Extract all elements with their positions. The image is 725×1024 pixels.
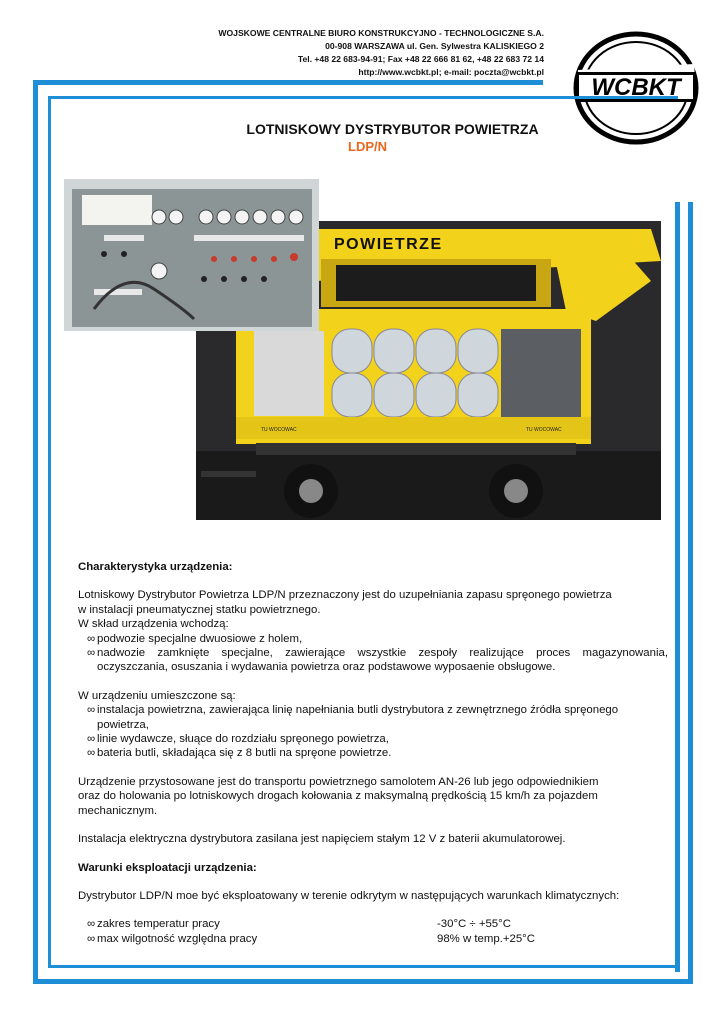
intro-line-1: Lotniskowy Dystrybutor Powietrza LDP/N przeznaczony jest do uzupełniania zapasu spręonego powietrza (78, 589, 612, 602)
condition-value: 98% w temp.+25°C (437, 932, 535, 945)
truck-plate-right: TU WOCOWAC (526, 427, 562, 433)
bullet-icon: ∞ (87, 747, 96, 760)
frame-right-bar (675, 202, 680, 972)
composition-lead: W skład urządzenia wchodzą: (78, 618, 229, 631)
bullet-icon: ∞ (87, 647, 96, 660)
frame-left-bar (33, 80, 38, 984)
condition-label: zakres temperatur pracy (97, 918, 220, 931)
company-name: WOJSKOWE CENTRALNE BIURO KONSTRUKCYJNO - TECHNOLOGICZNE S.A. (218, 28, 544, 38)
title-main: LOTNISKOWY DYSTRYBUTOR POWIETRZA (246, 121, 539, 137)
conditions-heading: Warunki eksploatacji urządzenia: (78, 861, 257, 874)
electric-info: Instalacja elektryczna dystrybutora zasilana jest napięciem stałym 12 V z baterii akumulatorowej. (78, 833, 566, 846)
bullet-icon: ∞ (87, 932, 96, 945)
list-item: ∞ linie wydawcze, słuące do rozdziału spręonego powietrza, (87, 733, 389, 746)
list-item: ∞ nadwozie zamknięte specjalne, zawierające wszystkie zespoły realizujące proces magazynowania, oczyszczania, osuszania i wydawania powietrza oraz podstawowe wyposaenie obsługowe. (87, 647, 668, 674)
conditions-list (78, 917, 668, 946)
logo-text: WCBKT (591, 74, 681, 101)
frame-right-bar-outer (688, 202, 693, 984)
bullet-icon: ∞ (87, 704, 96, 717)
document-title (0, 121, 725, 154)
company-header (218, 27, 544, 79)
truck-sign: POWIETRZE (334, 236, 443, 253)
frame-top-bar (33, 80, 543, 85)
company-address: 00-908 WARSZAWA ul. Gen. Sylwestra KALISKIEGO 2 (325, 41, 544, 51)
list-item (78, 917, 668, 931)
document-body (78, 560, 668, 946)
company-phone: Tel. +48 22 683-94-91; Fax +48 22 666 81 62, +48 22 683 72 14 (297, 54, 544, 64)
characteristics-heading: Charakterystyka urządzenia: (78, 561, 233, 573)
frame-bottom-bar (33, 979, 693, 984)
list-item: ∞ bateria butli, składająca się z 8 butli na spręone powietrze. (87, 747, 392, 760)
condition-value: -30°C ÷ +55°C (437, 918, 511, 931)
condition-label: max wilgotność względna pracy (97, 932, 258, 945)
list-item: ∞ podwozie specjalne dwuosiowe z holem, (87, 632, 303, 645)
transport-line-3: mechanicznym. (78, 804, 158, 817)
list-item (78, 932, 668, 946)
conditions-text: Dystrybutor LDP/N moe być eksploatowany w terenie odkrytym w następujących warunkach klimatycznych: (78, 889, 620, 902)
control-panel-photo (64, 179, 319, 331)
truck-plate-left: TU WOCOWAC (261, 427, 297, 433)
transport-line-1: Urządzenie przystosowane jest do transportu powietrznego samolotem AN-26 lub jego odpowiednikiem (78, 775, 599, 788)
list-item: ∞ instalacja powietrzna, zawierająca linię napełniania butli dystrybutora z zewnętrznego źródła spręonego powietrza, (87, 704, 619, 731)
intro-line-2: w instalacji pneumatycznej statku powietrznego. (78, 603, 321, 616)
bullet-icon: ∞ (87, 632, 96, 645)
composition-list (78, 632, 668, 675)
transport-line-2: oraz do holowania po lotniskowych drogach kołowania z maksymalną prędkością 15 km/h za pojazdem (78, 790, 598, 803)
bullet-icon: ∞ (87, 733, 96, 746)
bullet-icon: ∞ (87, 918, 96, 931)
installed-lead: W urządzeniu umieszczone są: (78, 689, 236, 702)
title-model: LDP/N (348, 139, 387, 154)
installed-list (78, 703, 668, 761)
company-web: http://www.wcbkt.pl; e-mail: poczta@wcbkt.pl (358, 67, 544, 77)
